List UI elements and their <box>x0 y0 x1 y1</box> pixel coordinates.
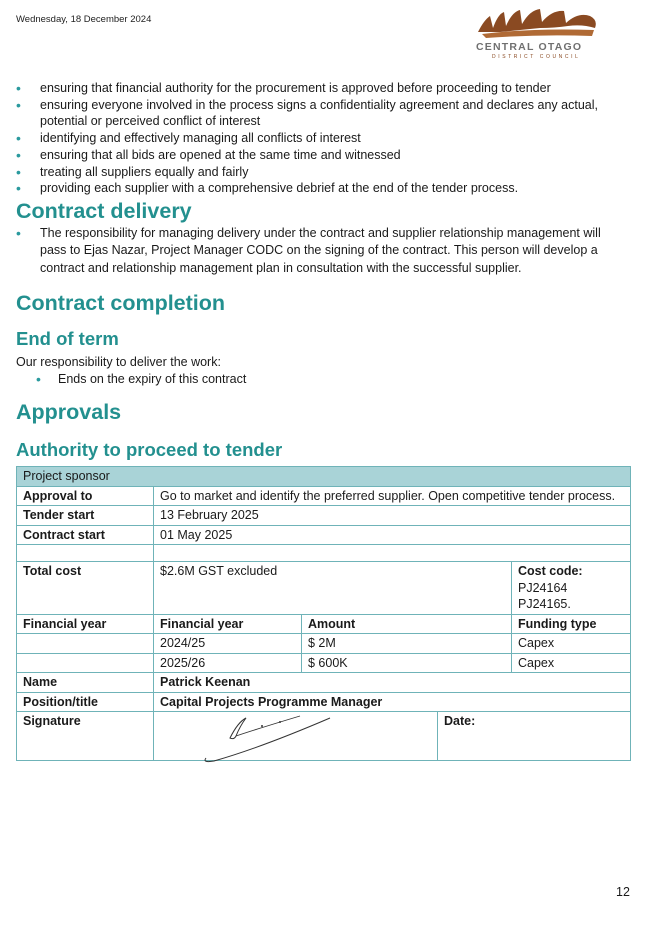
svg-text:DISTRICT COUNCIL: DISTRICT COUNCIL <box>492 54 581 60</box>
empty-cell <box>17 634 154 654</box>
signature-label: Signature <box>17 712 154 761</box>
svg-text:CENTRAL OTAGO: CENTRAL OTAGO <box>476 41 583 53</box>
table-row <box>17 506 631 526</box>
table-row <box>17 673 631 693</box>
table-row <box>17 486 631 506</box>
list-item: • treating all suppliers equally and fairly <box>16 164 630 181</box>
table-row <box>17 653 631 673</box>
contract-delivery-heading: Contract delivery <box>16 198 192 223</box>
position-label: Position/title <box>17 692 154 712</box>
list-item: • ensuring that all bids are opened at the same time and witnessed <box>16 147 630 164</box>
amount-column-header: Amount <box>302 614 512 634</box>
table-row <box>17 614 631 634</box>
position-value: Capital Projects Programme Manager <box>154 692 631 712</box>
year-cell: 2024/25 <box>154 634 302 654</box>
date-label: Date: <box>438 712 631 761</box>
contract-completion-heading: Contract completion <box>16 291 226 316</box>
total-cost-value: $2.6M GST excluded <box>154 562 512 615</box>
approval-to-label: Approval to <box>17 486 154 506</box>
amount-cell: $ 600K <box>302 653 512 673</box>
cost-code-value: PJ24165. <box>518 597 571 612</box>
cost-code-value: PJ24164 <box>518 580 568 595</box>
funding-type-column-header: Funding type <box>512 614 631 634</box>
list-item: • identifying and effectively managing all conflicts of interest <box>16 130 630 147</box>
signature-cell <box>154 712 438 761</box>
signature-image <box>200 708 340 764</box>
contract-delivery-list <box>16 225 630 278</box>
end-of-term-list <box>16 371 630 388</box>
table-row <box>17 634 631 654</box>
table-row <box>17 562 631 615</box>
approvals-table <box>16 466 631 761</box>
list-item: • ensuring everyone involved in the process signs a confidentiality agreement and declares any actual, potential or perceived conflict of interest <box>16 97 630 130</box>
contract-start-value: 01 May 2025 <box>154 525 631 545</box>
authority-heading: Authority to proceed to tender <box>16 439 283 461</box>
table-row <box>17 545 631 562</box>
funding-cell: Capex <box>512 653 631 673</box>
list-item: • The responsibility for managing delivery under the contract and supplier relationship management will pass to Ejas Nazar, Project Manager CODC on the signing of the contract. This person will develop a contract and relationship management plan in consultation with the successful supplier. <box>16 225 630 278</box>
name-value: Patrick Keenan <box>154 673 631 693</box>
name-label: Name <box>17 673 154 693</box>
table-row <box>17 712 631 761</box>
financial-year-column-header: Financial year <box>154 614 302 634</box>
empty-cell <box>17 653 154 673</box>
end-of-term-heading: End of term <box>16 328 119 350</box>
amount-cell: $ 2M <box>302 634 512 654</box>
list-item: • providing each supplier with a comprehensive debrief at the end of the tender process. <box>16 180 630 197</box>
page-number: 12 <box>616 885 630 899</box>
total-cost-label: Total cost <box>17 562 154 615</box>
list-item: • Ends on the expiry of this contract <box>16 371 630 388</box>
project-sponsor-label: Project sponsor <box>17 467 631 487</box>
empty-cell <box>154 545 631 562</box>
contract-start-label: Contract start <box>17 525 154 545</box>
intro-bullet-list <box>16 80 630 197</box>
cost-code-cell <box>512 562 631 615</box>
financial-year-label: Financial year <box>17 614 154 634</box>
end-of-term-text: Our responsibility to deliver the work: <box>16 355 221 370</box>
empty-cell <box>17 545 154 562</box>
table-row <box>17 467 631 487</box>
table-row <box>17 525 631 545</box>
list-item: • ensuring that financial authority for the procurement is approved before proceeding to tender <box>16 80 630 97</box>
approvals-heading: Approvals <box>16 400 122 425</box>
central-otago-logo <box>470 2 630 62</box>
cost-code-label: Cost code: <box>518 564 583 579</box>
page-content <box>16 80 630 761</box>
tender-start-label: Tender start <box>17 506 154 526</box>
funding-cell: Capex <box>512 634 631 654</box>
approval-to-value: Go to market and identify the preferred supplier. Open competitive tender process. <box>154 486 631 506</box>
year-cell: 2025/26 <box>154 653 302 673</box>
header-date: Wednesday, 18 December 2024 <box>16 14 152 25</box>
tender-start-value: 13 February 2025 <box>154 506 631 526</box>
